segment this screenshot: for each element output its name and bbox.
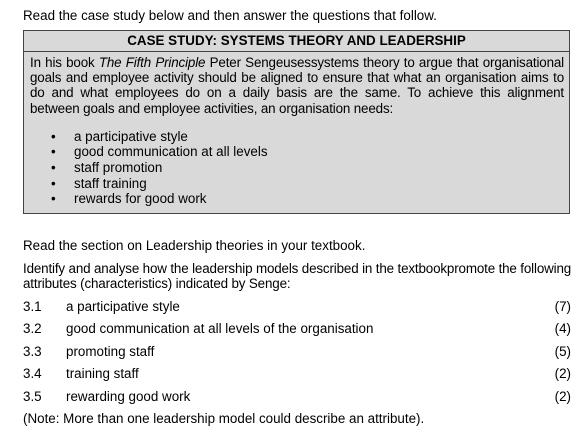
list-item xyxy=(51,144,569,160)
note-text: (Note: More than one leadership model could describe an attribute). xyxy=(23,411,425,426)
bullet-icon: • xyxy=(51,191,56,207)
question-text: a participative style xyxy=(66,299,180,314)
question-marks: (2) xyxy=(554,366,571,381)
list-item xyxy=(51,129,569,145)
question-number: 3.3 xyxy=(23,344,42,359)
case-study-title: CASE STUDY: SYSTEMS THEORY AND LEADERSHIP xyxy=(24,31,569,52)
question-text: training staff xyxy=(66,366,139,381)
list-item-text: rewards for good work xyxy=(74,191,207,207)
bullet-icon: • xyxy=(51,160,56,175)
list-item-text: staff training xyxy=(74,175,147,191)
list-item-text: a participative style xyxy=(74,128,188,144)
case-study-paragraph xyxy=(30,55,564,116)
question-row xyxy=(23,344,571,362)
list-item-text: staff promotion xyxy=(74,160,163,175)
question-marks: (2) xyxy=(554,389,571,404)
list-item xyxy=(51,191,569,207)
question-row xyxy=(23,389,571,407)
question-number: 3.2 xyxy=(23,321,42,336)
list-item xyxy=(51,160,569,176)
list-item-text: good communication at all levels xyxy=(74,144,268,160)
identify-instruction: Identify and analyse how the leadership models described in the textbookpromote the following attributes (characteristics) indicated by Senge: xyxy=(23,261,572,291)
list-item xyxy=(51,176,569,192)
intro-instruction: Read the case study below and then answer the questions that follow. xyxy=(23,8,437,23)
question-marks: (5) xyxy=(554,344,571,359)
bullet-icon: • xyxy=(51,175,56,191)
question-row xyxy=(23,321,571,339)
bullet-icon: • xyxy=(51,128,56,144)
question-text: promoting staff xyxy=(66,344,155,359)
question-text: good communication at all levels of the organisation xyxy=(66,321,374,336)
bullet-icon: • xyxy=(51,144,56,160)
question-row xyxy=(23,366,571,384)
book-title: The Fifth Principle xyxy=(98,55,206,70)
case-study-text-start: In his book xyxy=(30,55,99,70)
case-study-text-rest: Peter Sengeusessystems theory to argue that organisational goals and employee activity should be aligned to ensure that what an organisation aims to do and what employees do on a daily basis are the same. To achieve this alignment between goals and employee activities, an organisation needs: xyxy=(30,55,565,116)
question-row xyxy=(23,299,571,317)
question-number: 3.4 xyxy=(23,366,42,381)
case-study-box xyxy=(23,30,570,214)
question-marks: (4) xyxy=(554,321,571,336)
question-marks: (7) xyxy=(554,299,571,314)
read-section-instruction: Read the section on Leadership theories in your textbook. xyxy=(23,238,366,253)
question-text: rewarding good work xyxy=(66,389,191,404)
needs-list xyxy=(24,129,569,207)
question-number: 3.1 xyxy=(23,299,42,314)
question-number: 3.5 xyxy=(23,389,42,404)
